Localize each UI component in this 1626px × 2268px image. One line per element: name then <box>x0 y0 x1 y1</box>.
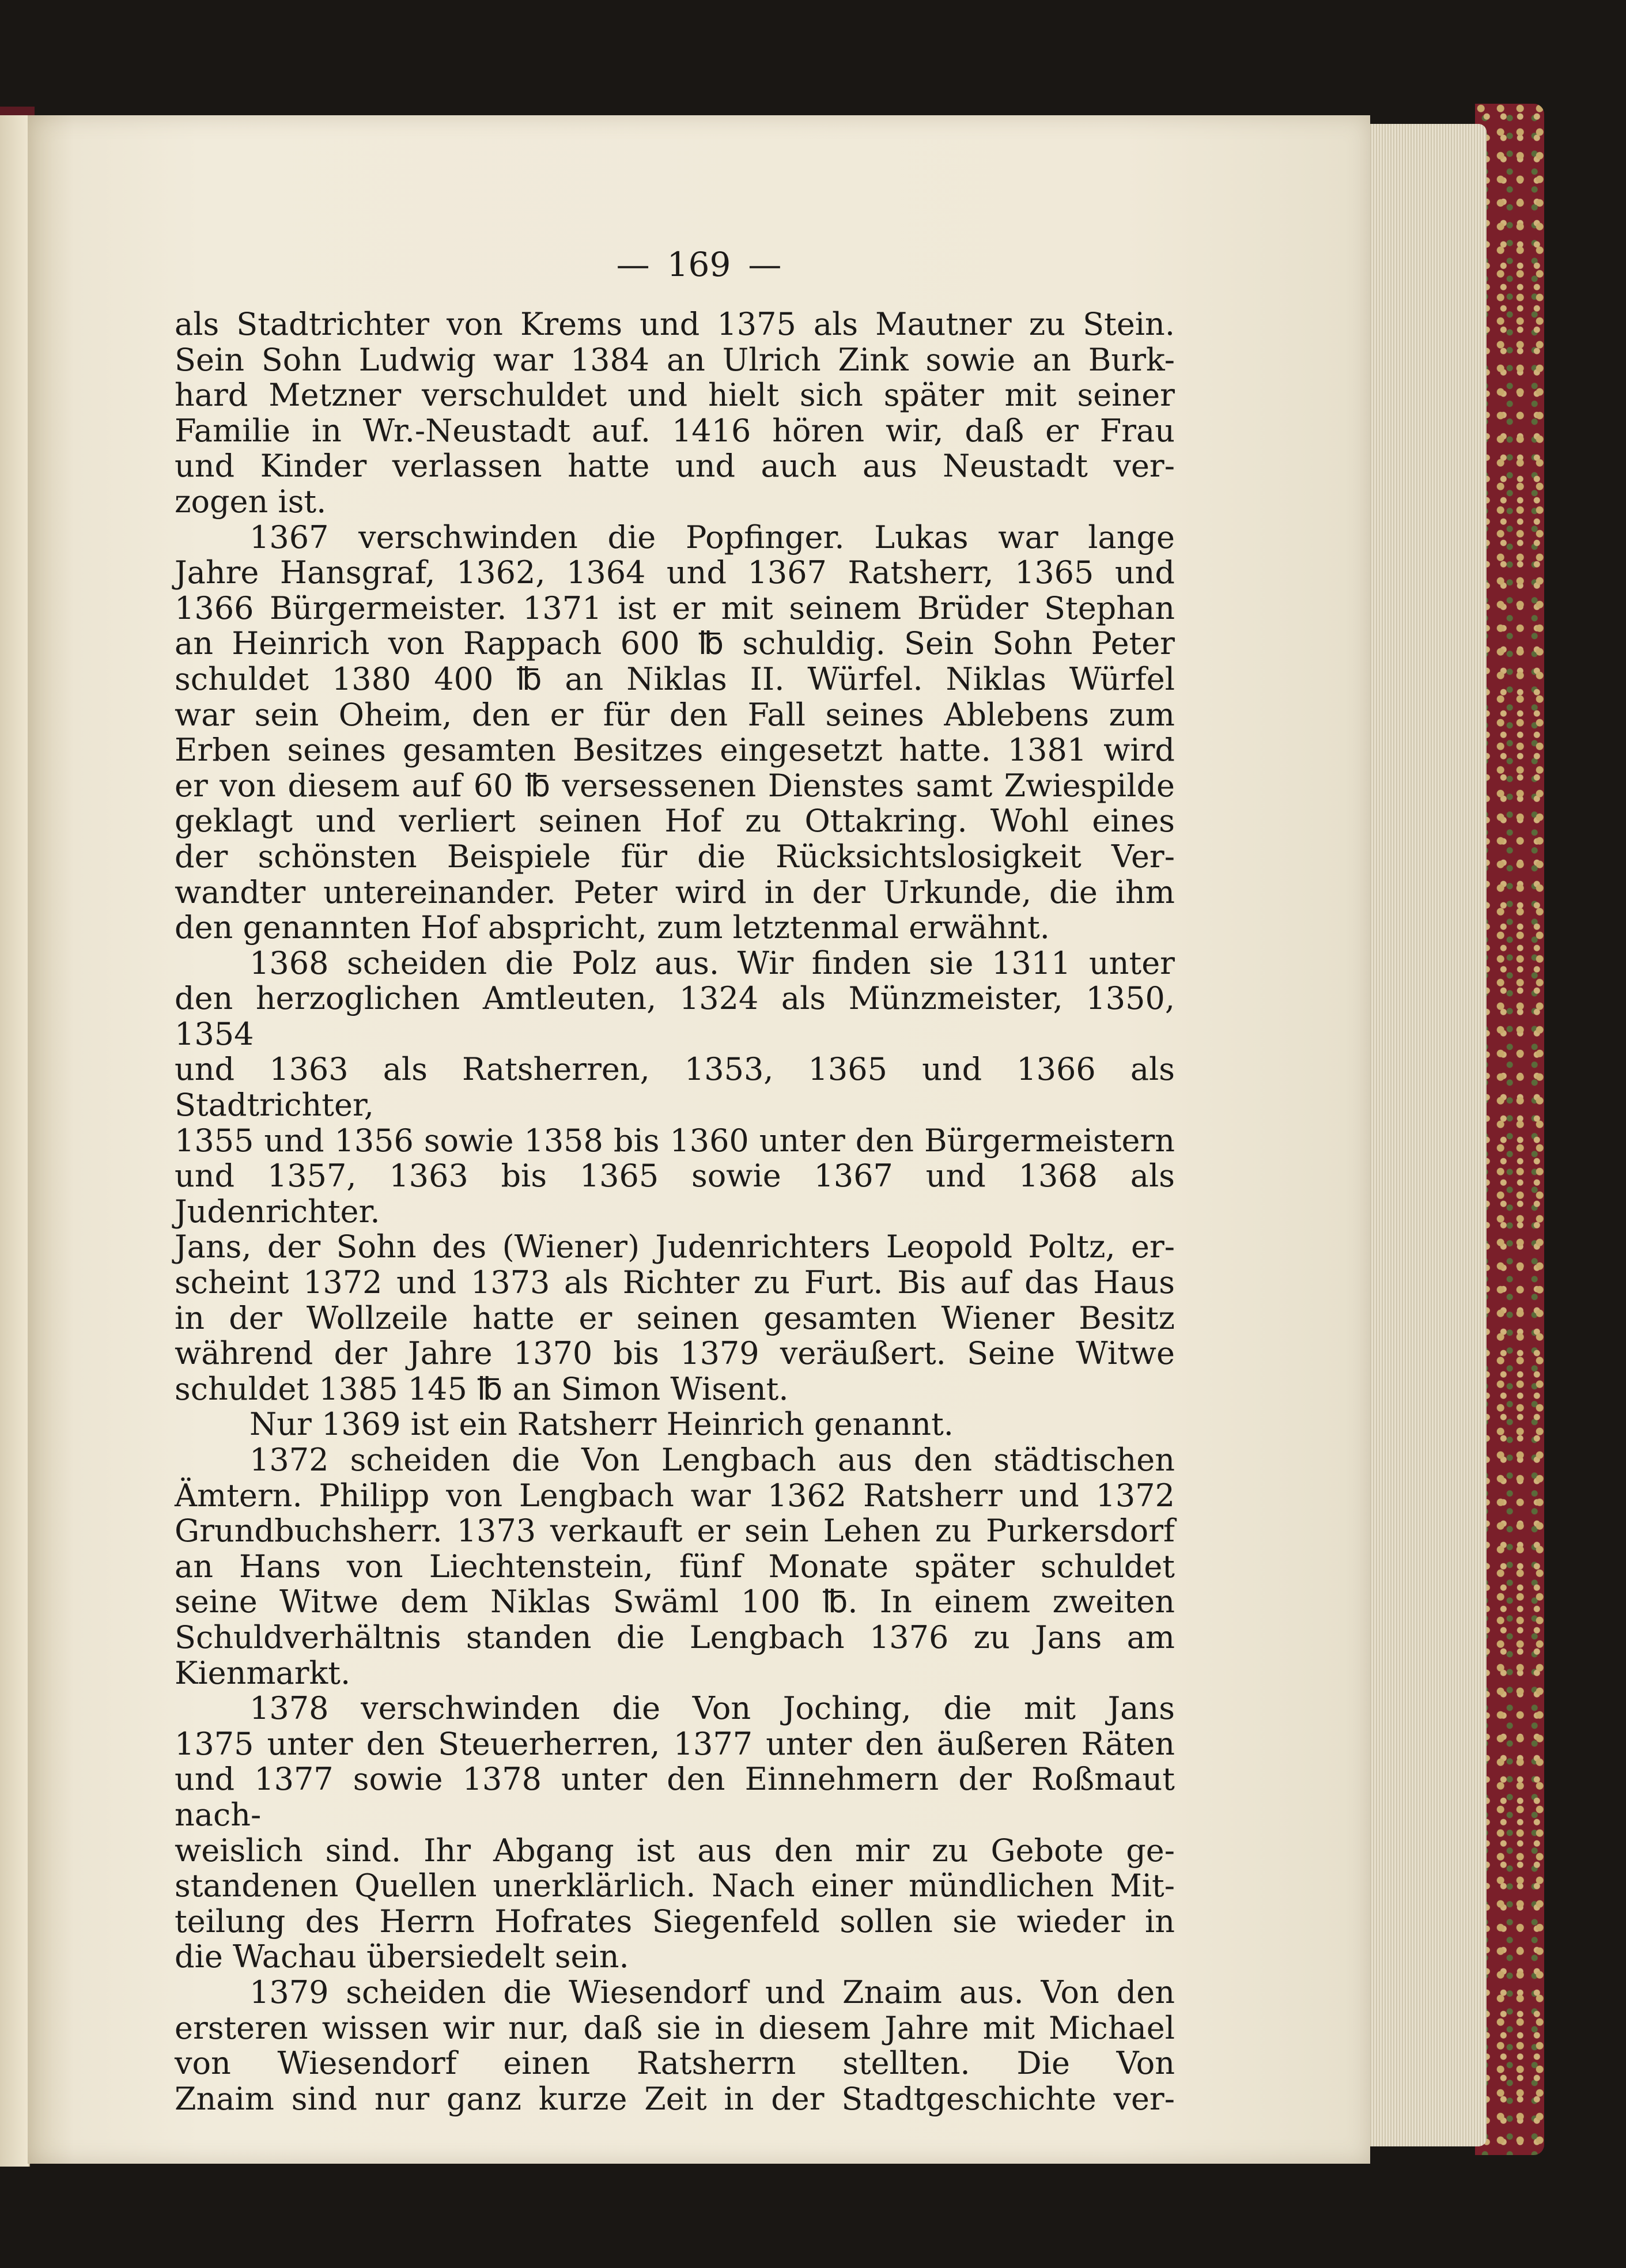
text-line: der schönsten Beispiele für die Rücksichtslosigkeit Ver- <box>175 838 1175 875</box>
paragraph <box>175 1975 1175 2116</box>
text-line: Nur 1369 ist ein Ratsherr Heinrich genannt. <box>249 1406 954 1443</box>
text-line: seine Witwe dem Niklas Swäml 100 ℔. In einem zweiten <box>175 1583 1175 1620</box>
paragraph <box>175 520 1175 946</box>
text-line: ersteren wissen wir nur, daß sie in diesem Jahre mit Michael <box>175 2009 1175 2046</box>
text-line: an Heinrich von Rappach 600 ℔ schuldig. Sein Sohn Peter <box>175 625 1175 662</box>
text-line: Grundbuchsherr. 1373 verkauft er sein Lehen zu Purkersdorf <box>175 1513 1175 1549</box>
paragraph <box>175 1442 1175 1691</box>
text-line: 1378 verschwinden die Von Joching, die mit Jans <box>249 1690 1175 1727</box>
text-line: und Kinder verlassen hatte und auch aus Neustadt ver- <box>175 448 1175 485</box>
body-text <box>175 307 1175 2116</box>
text-line: wandter untereinander. Peter wird in der Urkunde, die ihm <box>175 874 1175 910</box>
text-line: 1368 scheiden die Polz aus. Wir finden sie 1311 unter <box>249 944 1175 981</box>
header-dash-right: — <box>748 245 782 284</box>
text-line: schuldet 1380 400 ℔ an Niklas II. Würfel. Niklas Würfel <box>175 660 1175 697</box>
text-line: Jans, der Sohn des (Wiener) Judenrichters Leopold Poltz, er- <box>175 1228 1175 1265</box>
text-line: Znaim sind nur ganz kurze Zeit in der Stadtgeschichte ver- <box>175 2080 1175 2117</box>
text-line: in der Wollzeile hatte er seinen gesamten Wiener Besitz <box>175 1299 1175 1336</box>
text-line: Jahre Hansgraf, 1362, 1364 und 1367 Ratsherr, 1365 und <box>175 554 1175 591</box>
page-block-edge <box>1354 124 1487 2146</box>
text-line: und 1363 als Ratsherren, 1353, 1365 und 1366 als Stadtrichter, <box>175 1051 1175 1124</box>
text-line: 1355 und 1356 sowie 1358 bis 1360 unter den Bürgermeistern <box>175 1122 1175 1159</box>
text-line: Kienmarkt. <box>175 1654 351 1691</box>
paragraph <box>175 1407 1175 1442</box>
left-facing-page <box>0 115 30 2167</box>
paragraph <box>175 946 1175 1407</box>
text-line: geklagt und verliert seinen Hof zu Ottakring. Wohl eines <box>175 803 1175 840</box>
text-line: die Wachau übersiedelt sein. <box>175 1938 629 1975</box>
text-line: Sein Sohn Ludwig war 1384 an Ulrich Zink sowie an Burk- <box>175 341 1175 378</box>
text-line: Schuldverhältnis standen die Lengbach 1376 zu Jans am <box>175 1619 1175 1655</box>
text-line: weislich sind. Ihr Abgang ist aus den mir zu Gebote ge- <box>175 1832 1175 1869</box>
book-page <box>28 115 1370 2164</box>
text-line: war sein Oheim, den er für den Fall seines Ablebens zum <box>175 696 1175 733</box>
page-header <box>28 245 1370 284</box>
text-line: 1375 unter den Steuerherren, 1377 unter den äußeren Räten <box>175 1725 1175 1762</box>
paragraph <box>175 307 1175 520</box>
text-line: 1372 scheiden die Von Lengbach aus den städtischen <box>249 1442 1175 1478</box>
text-line: während der Jahre 1370 bis 1379 veräußert. Seine Witwe <box>175 1335 1175 1372</box>
text-line: zogen ist. <box>175 483 327 520</box>
text-line: und 1377 sowie 1378 unter den Einnehmern der Roßmaut nach- <box>175 1761 1175 1833</box>
text-line: hard Metzner verschuldet und hielt sich später mit seiner <box>175 377 1175 414</box>
text-line: 1367 verschwinden die Popfinger. Lukas war lange <box>249 519 1175 555</box>
text-line: Familie in Wr.-Neustadt auf. 1416 hören wir, daß er Frau <box>175 412 1175 449</box>
page-number: 169 <box>667 245 731 284</box>
text-line: den herzoglichen Amtleuten, 1324 als Münzmeister, 1350, 1354 <box>175 980 1175 1052</box>
text-line: teilung des Herrn Hofrates Siegenfeld sollen sie wieder in <box>175 1903 1175 1940</box>
text-line: 1379 scheiden die Wiesendorf und Znaim aus. Von den <box>249 1974 1175 2010</box>
paragraph <box>175 1691 1175 1975</box>
text-line: schuldet 1385 145 ℔ an Simon Wisent. <box>175 1370 789 1407</box>
text-line: und 1357, 1363 bis 1365 sowie 1367 und 1368 als Judenrichter. <box>175 1158 1175 1230</box>
text-line: Ämtern. Philipp von Lengbach war 1362 Ratsherr und 1372 <box>175 1477 1175 1514</box>
text-line: er von diesem auf 60 ℔ versessenen Dienstes samt Zwiespilde <box>175 767 1175 804</box>
text-line: 1366 Bürgermeister. 1371 ist er mit seinem Brüder Stephan <box>175 589 1175 626</box>
text-line: scheint 1372 und 1373 als Richter zu Furt. Bis auf das Haus <box>175 1264 1175 1301</box>
text-line: von Wiesendorf einen Ratsherrn stellten. Die Von <box>175 2045 1175 2082</box>
text-line: als Stadtrichter von Krems und 1375 als Mautner zu Stein. <box>175 306 1175 342</box>
text-line: standenen Quellen unerklärlich. Nach einer mündlichen Mit- <box>175 1868 1175 1904</box>
text-line: Erben seines gesamten Besitzes eingesetzt hatte. 1381 wird <box>175 732 1175 769</box>
header-dash-left: — <box>616 245 650 284</box>
text-line: den genannten Hof abspricht, zum letztenmal erwähnt. <box>175 909 1050 946</box>
text-line: an Hans von Liechtenstein, fünf Monate später schuldet <box>175 1548 1175 1585</box>
